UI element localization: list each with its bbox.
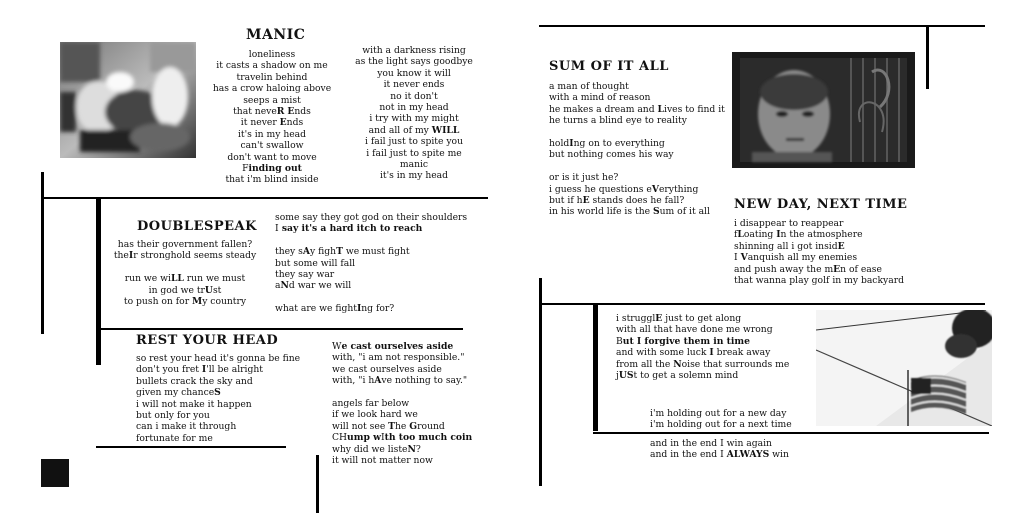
poem-line: seeps a mist <box>243 94 301 106</box>
doublespeak-col2 <box>275 212 475 315</box>
poem-line: why did we listeN? <box>332 443 421 455</box>
poem-line <box>332 387 502 398</box>
poem-line: I Vanquish all my enemies <box>734 252 858 264</box>
poem-line: angels far below <box>332 398 410 410</box>
right-vertical-rule-bottom <box>539 278 542 486</box>
manic-title: MANIC <box>246 27 306 43</box>
poem-line: from all the Noise that surrounds me <box>616 358 790 370</box>
manic-col2 <box>350 45 478 182</box>
poem-line: fortunate for me <box>136 432 213 444</box>
poem-line: a man of thought <box>549 81 629 92</box>
poem-line: will not see The Ground <box>332 420 445 432</box>
new-day-bottom-rule <box>593 432 989 434</box>
poem-line: that i'm blind inside <box>225 174 319 186</box>
new-day-title: NEW DAY, NEXT TIME <box>734 197 908 212</box>
poem-line: i strugglE just to get along <box>616 313 742 324</box>
poem-line: i try with my might <box>369 113 459 125</box>
poem-line: it casts a shadow on me <box>216 60 328 72</box>
black-square-mark <box>41 459 69 487</box>
poem-line: you know it will <box>377 67 451 79</box>
poem-line: that wanna play golf in my backyard <box>734 275 904 287</box>
flag-photo <box>816 310 992 426</box>
poem-line: some say they got god on their shoulders <box>275 212 468 223</box>
poem-line: theIr stronghold seems steady <box>113 250 257 262</box>
poem-line: but nothing comes his way <box>549 149 674 161</box>
new-day-top-rule <box>539 303 985 305</box>
poem-line: it never Ends <box>240 117 304 129</box>
poem-line: but some will fall <box>275 257 356 269</box>
poem-line: CHump wIth too much coin <box>332 432 473 444</box>
poem-line: i'm holding out for a next time <box>650 419 792 431</box>
poem-line: Finding out <box>242 163 302 175</box>
new-day-text-4 <box>650 438 830 461</box>
poem-line: and with some luck I break away <box>616 347 771 359</box>
poem-line: what are we fightIng for? <box>275 303 395 315</box>
poem-line: we cast ourselves aside <box>332 363 442 375</box>
poem-line: with, "i am not responsible." <box>332 352 465 364</box>
poem-line <box>275 292 475 303</box>
poem-line: given my chanceS <box>136 387 221 399</box>
poem-line: no it don't <box>390 90 438 102</box>
poem-line: But I forgive them in time <box>616 335 750 347</box>
poem-line: i fail just to spite you <box>365 136 463 148</box>
sum-of-it-all-text <box>549 81 734 218</box>
poem-line: with all that have done me wrong <box>616 324 773 336</box>
poem-line: aNd war we will <box>275 280 352 292</box>
poem-line: bullets crack the sky and <box>136 375 253 387</box>
right-top-vertical-rule <box>926 25 929 89</box>
poem-line: in his world life is the Sum of it all <box>549 206 710 218</box>
poem-line: he makes a dream and Lives to find it <box>549 103 725 115</box>
rest-your-head-col2 <box>332 341 502 466</box>
poem-line: i disappear to reappear <box>734 218 844 229</box>
poem-line: they say war <box>275 269 335 281</box>
poem-line: and all of my WILL <box>368 124 460 136</box>
new-day-text-2 <box>616 313 816 381</box>
new-day-text-1 <box>734 218 934 286</box>
poem-line: shinning all i got insidE <box>734 240 845 252</box>
poem-line: it never ends <box>383 79 445 91</box>
right-top-rule <box>539 25 985 27</box>
poem-line: i guess he questions eVerything <box>549 183 699 195</box>
poem-line: not in my head <box>379 102 449 114</box>
doublespeak-title: DOUBLESPEAK <box>137 219 257 234</box>
poem-line: it will not matter now <box>332 455 433 467</box>
poem-line <box>549 161 734 172</box>
poem-line: and push away the mEn of ease <box>734 263 882 275</box>
poem-line: in god we trUst <box>148 284 222 296</box>
manic-underline <box>41 197 488 199</box>
new-day-inner-vertical-rule <box>593 305 598 431</box>
poem-line: don't want to move <box>227 151 317 163</box>
poem-line: can i make it through <box>136 421 237 433</box>
poem-line: and in the end I win again <box>650 438 772 449</box>
rest-your-head-col1 <box>136 353 316 444</box>
poem-line: and in the end I ALWAYS win <box>650 449 789 461</box>
poem-line: We cast ourselves aside <box>332 341 454 352</box>
poem-line: it's in my head <box>237 128 307 140</box>
poem-line: he turns a blind eye to reality <box>549 115 687 127</box>
poem-line: i will not make it happen <box>136 398 252 410</box>
poem-line: has their government fallen? <box>117 239 253 250</box>
doublespeak-underline <box>96 328 463 330</box>
poem-line: if we look hard we <box>332 409 418 421</box>
doublespeak-col1 <box>105 239 265 307</box>
poem-line: can't swallow <box>240 140 304 152</box>
poem-line: with, "i hAve nothing to say." <box>332 375 468 387</box>
poem-line: I say it's a hard itch to reach <box>275 223 423 235</box>
poem-line: run we wiLL run we must <box>124 273 246 285</box>
poem-line: or is it just he? <box>549 172 619 184</box>
poem-line: with a mind of reason <box>549 92 651 104</box>
portrait-mural-photo <box>732 52 915 168</box>
new-day-text-3 <box>650 408 830 431</box>
poem-line: to push on for My country <box>123 296 247 308</box>
poem-line: i fail just to spite me <box>366 147 462 159</box>
poem-line: so rest your head it's gonna be fine <box>136 353 301 364</box>
poem-line: don't you fret I'll be alright <box>136 364 263 376</box>
poem-line: it's in my head <box>379 170 449 182</box>
poem-line: holdIng on to everything <box>549 138 665 150</box>
poem-line: with a darkness rising <box>362 45 466 56</box>
poem-line: loneliness <box>248 49 296 60</box>
poem-line: has a crow haloing above <box>212 83 332 95</box>
poem-line <box>549 127 734 138</box>
manic-col1 <box>206 49 338 186</box>
poem-line: i'm holding out for a new day <box>650 408 787 419</box>
doublespeak-vertical-rule <box>96 199 101 365</box>
poem-line: that neveR Ends <box>233 106 311 118</box>
sum-of-it-all-title: SUM OF IT ALL <box>549 59 669 74</box>
poem-line: they sAy fighT we must fight <box>275 246 410 258</box>
poem-line: as the light says goodbye <box>355 56 473 68</box>
left-vertical-rule-bottom <box>316 455 319 513</box>
poem-line: fLoating In the atmosphere <box>734 229 863 241</box>
poem-line: but if hE stands does he fall? <box>549 195 685 207</box>
poem-line: jUSt to get a solemn mind <box>616 370 739 382</box>
rest-your-head-title: REST YOUR HEAD <box>136 333 279 348</box>
poem-line: travelin behind <box>236 71 308 83</box>
poem-line <box>105 262 265 273</box>
poem-line <box>275 235 475 246</box>
manic-photo <box>60 42 196 158</box>
poem-line: but only for you <box>136 410 210 422</box>
poem-line: manic <box>399 159 429 171</box>
rest-your-head-underline <box>96 446 286 448</box>
